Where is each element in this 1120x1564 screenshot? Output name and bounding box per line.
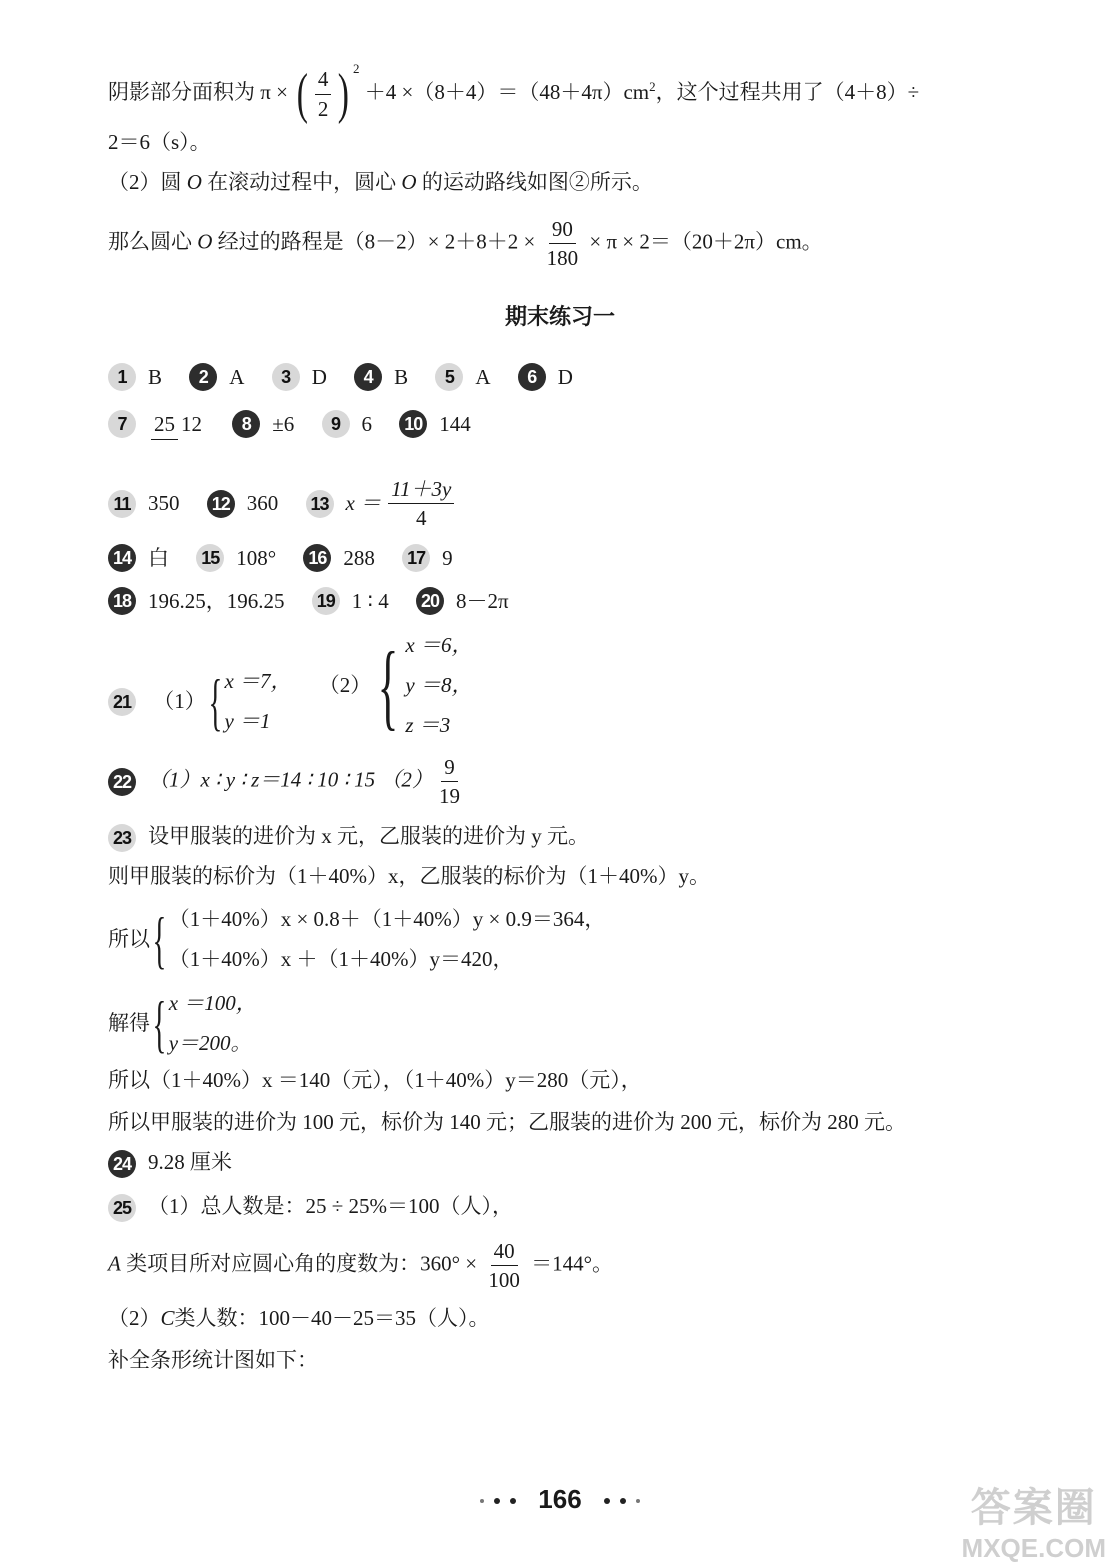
- text: ＋4 ×（8＋4）＝（48＋4π）cm: [364, 79, 650, 104]
- dot-icon: [494, 1498, 500, 1504]
- equation: x ＝6，: [405, 633, 473, 657]
- text: 那么圆心: [108, 229, 192, 254]
- line-25-c-count: [108, 1308, 490, 1329]
- line-23-prices: 所以（1＋40%）x ＝140（元），（1＋40%）y＝280（元），: [108, 1068, 642, 1092]
- variable: O: [186, 170, 202, 194]
- question-number-badge: 19: [312, 587, 340, 615]
- answer-row-7-10: [108, 410, 493, 438]
- denominator: 4: [415, 506, 427, 531]
- section-title: 期末练习一: [504, 304, 615, 330]
- answer-row-18-20: [108, 587, 531, 615]
- system-rows: [224, 662, 291, 742]
- question-number-badge: 5: [435, 363, 463, 391]
- text: ＝144°。: [531, 1251, 613, 1276]
- prefix: 所以: [108, 927, 150, 952]
- fraction: [151, 413, 205, 435]
- watermark-logo: [962, 1476, 1106, 1564]
- answer: 144: [439, 411, 471, 436]
- question-number-badge: 4: [354, 363, 382, 391]
- prefix: 解得: [108, 1011, 150, 1036]
- question-number-badge: 13: [306, 490, 334, 518]
- question-number-badge: 11: [108, 490, 136, 518]
- line-path-length: [108, 218, 823, 269]
- answer-21-systems: [108, 626, 472, 746]
- answer: D: [311, 364, 327, 389]
- system: [108, 984, 257, 1064]
- question-number-badge: 23: [108, 824, 136, 852]
- cm-exponent: 2: [649, 78, 656, 94]
- answer: A: [475, 364, 491, 389]
- answer-row-1-6: [108, 363, 595, 391]
- answer: 288: [343, 545, 375, 570]
- question-number-badge: 14: [108, 544, 136, 572]
- fraction: [315, 68, 332, 119]
- question-number-badge: 20: [416, 587, 444, 615]
- answer-row-11-13: [108, 478, 457, 529]
- equation: y ＝8，: [405, 672, 473, 697]
- question-number-badge: 9: [322, 410, 350, 438]
- answer: 白: [148, 545, 169, 570]
- line-23-conclusion: 所以甲服装的进价为 100 元，标价为 140 元；乙服装的进价为 200 元，标价为 280 元。: [108, 1110, 906, 1134]
- answer: 9: [442, 545, 453, 570]
- answer-25: [108, 1194, 513, 1222]
- question-number-badge: 1: [108, 363, 136, 391]
- line-23-label-price: 则甲服装的标价为（1＋40%）x，乙服装的标价为（1＋40%）y。: [108, 864, 710, 888]
- line-shadow-area: [108, 60, 920, 125]
- variable: O: [197, 229, 213, 254]
- denominator: 19: [438, 784, 460, 809]
- text: （2）圆: [108, 170, 182, 194]
- question-number-badge: 17: [402, 544, 430, 572]
- line-25-chart-note: 补全条形统计图如下：: [108, 1348, 318, 1372]
- equation: （1＋40%）x × 0.8＋（1＋40%）y × 0.9＝364，: [168, 907, 606, 931]
- answer-24: [108, 1150, 232, 1178]
- answer: 设甲服装的进价为 x 元，乙服装的进价为 y 元。: [148, 823, 589, 848]
- equation: y ＝1: [224, 708, 271, 733]
- brace: {: [152, 903, 167, 975]
- question-number-badge: 10: [399, 410, 427, 438]
- numerator: 90: [549, 218, 576, 244]
- watermark-url: MXQE.COM: [961, 1533, 1106, 1563]
- fraction: [544, 218, 582, 269]
- answer: A: [229, 364, 245, 389]
- answer: 1 ∶ 4: [351, 588, 389, 613]
- equation: （1＋40%）x ＋（1＋40%）y＝420，: [168, 946, 514, 971]
- equation: z ＝3: [405, 712, 451, 737]
- question-number-badge: 6: [518, 363, 546, 391]
- text: （2）: [108, 1306, 161, 1330]
- denominator: 12: [181, 411, 202, 436]
- line-25-angle: [108, 1240, 613, 1291]
- brace: {: [152, 987, 167, 1059]
- text: 在滚动过程中，圆心: [207, 170, 397, 194]
- line-23-solution: [108, 984, 257, 1064]
- system-rows: [169, 900, 606, 980]
- text: 的运动路线如图②所示。: [421, 170, 653, 194]
- question-number-badge: 22: [108, 768, 136, 796]
- answer: B: [148, 364, 163, 389]
- part-label: （1）: [153, 689, 206, 714]
- line-time: 2＝6（s）。: [108, 130, 211, 154]
- answer: x ＝: [345, 491, 382, 516]
- fraction: [388, 478, 454, 529]
- dot-icon: [620, 1498, 626, 1504]
- answer: B: [394, 364, 409, 389]
- system-rows: [169, 984, 257, 1064]
- text: 类项目所对应圆心角的度数为：360° ×: [126, 1251, 478, 1276]
- part-label: （2）: [318, 673, 372, 698]
- line-circle-motion: [108, 172, 653, 193]
- text: 类人数：100－40－25＝35（人）。: [174, 1306, 490, 1330]
- question-number-badge: 2: [189, 363, 217, 391]
- answer: （1）x ∶ y ∶ z＝14 ∶ 10 ∶ 15 （2）: [148, 767, 433, 792]
- denominator: 2: [317, 96, 329, 121]
- dot-icon: [604, 1498, 610, 1504]
- question-number-badge: 24: [108, 1150, 136, 1178]
- variable: C: [160, 1306, 175, 1330]
- answer: 6: [361, 411, 373, 436]
- fraction: [436, 756, 463, 807]
- question-number-badge: 8: [232, 410, 260, 438]
- exponent: 2: [353, 60, 360, 76]
- system-1: [153, 662, 291, 742]
- answer: 9.28 厘米: [148, 1149, 232, 1174]
- variable: O: [401, 170, 417, 194]
- question-number-badge: 12: [207, 490, 235, 518]
- equation: x ＝7，: [224, 669, 292, 693]
- answer: 360: [246, 491, 279, 516]
- brace: {: [377, 631, 399, 739]
- dot-icon: [480, 1499, 484, 1503]
- equation: y＝200。: [168, 1030, 252, 1055]
- system-2: [319, 626, 473, 746]
- question-number-badge: 16: [303, 544, 331, 572]
- denominator: 180: [546, 246, 579, 271]
- answer: 8－2π: [455, 588, 509, 613]
- dot-icon: [510, 1498, 516, 1504]
- text: × π × 2＝（20＋2π）cm。: [589, 229, 823, 254]
- denominator: 100: [488, 1268, 520, 1293]
- numerator: 11＋3y: [388, 478, 454, 504]
- answer-23: [108, 824, 589, 852]
- page-footer: [0, 1484, 1120, 1515]
- left-paren: (: [296, 63, 309, 125]
- question-number-badge: 3: [272, 363, 300, 391]
- numerator: 25: [151, 412, 178, 440]
- numerator: 4: [315, 68, 332, 94]
- page-number: 166: [538, 1484, 582, 1514]
- variable: A: [108, 1251, 121, 1276]
- answer: ±6: [272, 411, 295, 436]
- dot-icon: [636, 1499, 640, 1503]
- question-number-badge: 7: [108, 410, 136, 438]
- brace: {: [208, 665, 223, 737]
- question-number-badge: 21: [108, 688, 136, 716]
- right-paren: ): [338, 63, 350, 125]
- system: [108, 900, 605, 980]
- equation: x ＝100，: [168, 991, 257, 1015]
- answer-22: [108, 756, 466, 807]
- answer: D: [557, 364, 573, 389]
- watermark-text: 答案圈: [970, 1486, 1097, 1530]
- text: π ×: [260, 79, 288, 104]
- text: 阴影部分面积为: [108, 79, 255, 104]
- question-number-badge: 18: [108, 587, 136, 615]
- numerator: 9: [441, 756, 458, 782]
- question-number-badge: 15: [196, 544, 224, 572]
- answer: 196.25，196.25: [148, 588, 285, 613]
- answer-row-14-17: [108, 544, 475, 572]
- answer: 108°: [236, 545, 277, 570]
- fraction: [485, 1240, 523, 1291]
- answer: 350: [148, 491, 180, 516]
- question-number-badge: 25: [108, 1194, 136, 1222]
- system-rows: [405, 626, 472, 746]
- text: 经过的路程是（8－2）× 2＋8＋2 ×: [217, 229, 536, 254]
- answer: （1）总人数是：25 ÷ 25%＝100（人），: [148, 1193, 514, 1218]
- line-23-system: [108, 900, 605, 980]
- text: ，这个过程共用了（4＋8）÷: [655, 79, 920, 104]
- numerator: 40: [491, 1240, 518, 1266]
